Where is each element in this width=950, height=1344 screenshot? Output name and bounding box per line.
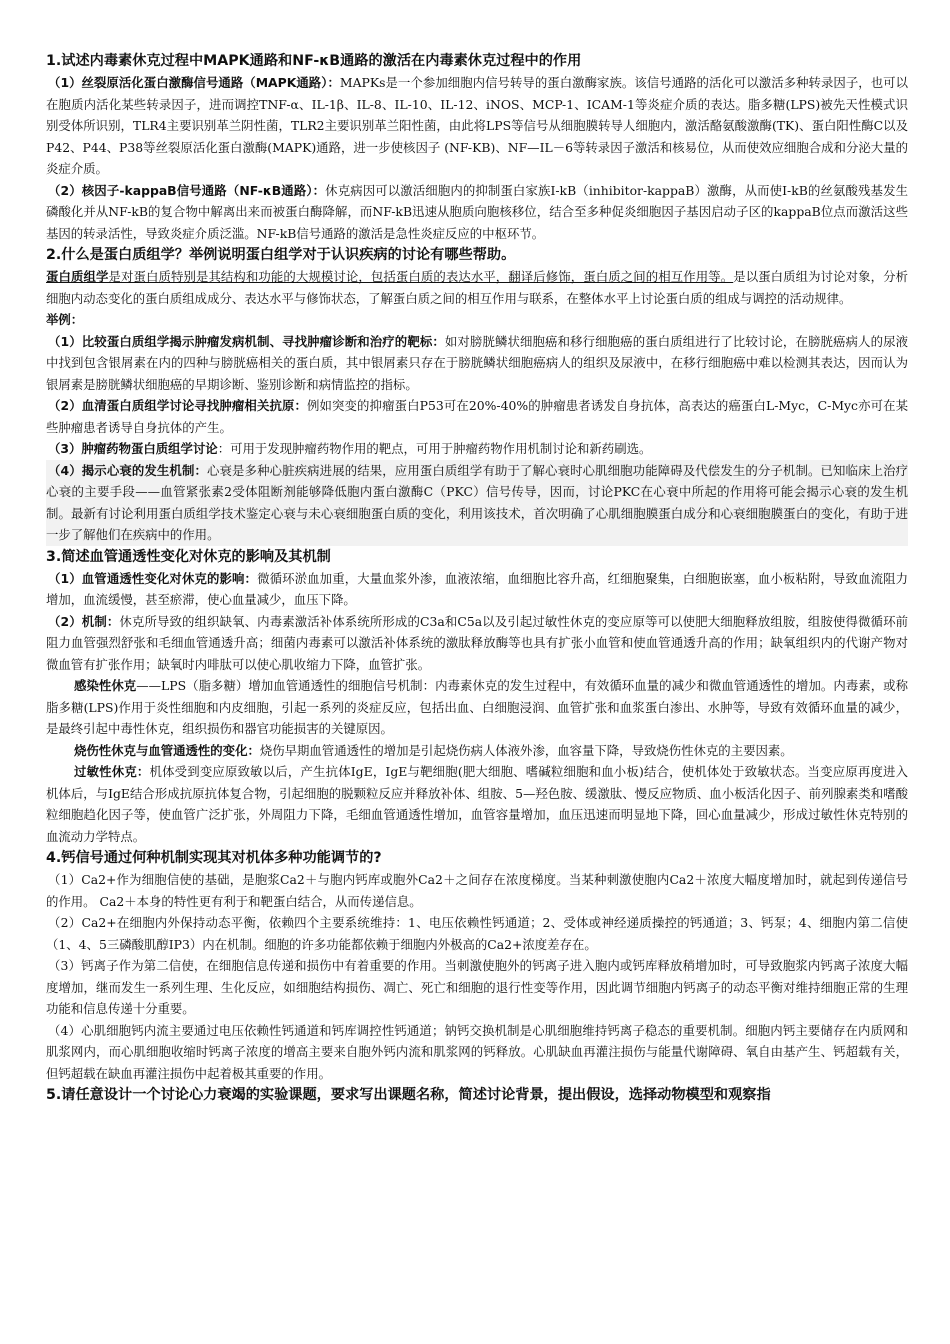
- mapk-pathway-heading: （1）丝裂原活化蛋白激酶信号通路（MAPK通路）：: [48, 75, 340, 90]
- question-1-paragraph-2: [46, 180, 908, 245]
- proteomics-term: 蛋白质组学: [46, 269, 109, 284]
- question-3-paragraph-4: [46, 740, 908, 762]
- example-3-heading: （3）肿瘤药物蛋白质组学讨论: [48, 441, 218, 456]
- example-3: [46, 438, 908, 460]
- example-2-heading: （2）血清蛋白质组学讨论寻找肿瘤相关抗原：: [48, 398, 307, 413]
- question-5-title: 5.请任意设计一个讨论心力衰竭的实验课题，要求写出课题名称，简述讨论背景，提出假设，选择动物模型和观察指: [46, 1087, 771, 1103]
- question-2-title: 2.什么是蛋白质组学？举例说明蛋白组学对于认识疾病的讨论有哪些帮助。: [46, 247, 516, 263]
- burn-shock-text: 烧伤早期血管通透性的增加是引起烧伤病人体液外渗，血容量下降，导致烧伤性休克的主要因素。: [259, 742, 793, 758]
- question-3: [46, 546, 908, 848]
- question-4-paragraph-3: （3）钙离子作为第二信使，在细胞信息传递和损伤中有着重要的作用。当刺激使胞外的钙离子进入胞内或钙库释放稍增加时，可导致胞浆内钙离子浓度大幅度增加，继而发生一系列生理、生化反应，如细胞结构损伤、凋亡、死亡和细胞的退行性变等作用，因此调节细胞内钙离子的动态平衡对维持细胞正常的生理功能和信息传递十分重要。: [46, 958, 908, 1016]
- proteomics-definition: [46, 266, 908, 309]
- anaphylactic-shock-text: 机体受到变应原致敏以后，产生抗体IgE，IgE与靶细胞(肥大细胞、嗜碱粒细胞和血小板)结合，使机体处于致敏状态。当变应原再度进入机体后，与IgE结合形成抗原抗体复合物，引起细胞的脱颗粒反应并释放补体、组胺、5—羟色胺、缓激肽、慢反应物质、血小板活化因子、前列腺素类和嗜酸粒细胞趋化因子等，使血管广泛扩张，外周阻力下降，毛细血管通透性增加，血管容量增加，血压迅速而明显地下降，回心血量减少，形成过敏性休克特别的血流动力学特点。: [46, 764, 909, 844]
- question-4-paragraph-1: （1）Ca2+作为细胞信使的基础，是胞浆Ca2＋与胞内钙库或胞外Ca2＋之间存在浓度梯度。当某种刺激使胞内Ca2＋浓度大幅度增加时，就起到传递信号的作用。 Ca2＋本身的特性更有利于和靶蛋白结合，从而传递信息。: [46, 872, 908, 909]
- proteomics-definition-underlined: 是对蛋白质特别是其结构和功能的大规模讨论，包括蛋白质的表达水平，翻译后修饰，蛋白质之间的相互作用等。: [108, 269, 734, 284]
- anaphylactic-shock-heading: 过敏性休克：: [74, 764, 150, 779]
- example-1-text: 如对膀胱鳞状细胞癌和移行细胞癌的蛋白质组进行了比较讨论，在膀胱癌病人的尿液中找到包含银屑素在内的四种与膀胱癌相关的蛋白质，其中银屑素只存在于膀胱鳞状细胞癌病人的组织及尿液中，在移行细胞癌中难以检测其表达，因而认为银屑素是膀胱鳞状细胞癌的早期诊断、鉴别诊断和病情监控的指标。: [46, 333, 909, 392]
- example-2: [46, 395, 908, 438]
- proteomics-definition-rest: 是以蛋白质组为讨论对象，分析细胞内动态变化的蛋白质组成成分、表达水平与修饰状态，了解蛋白质之间的相互作用与联系，在整体水平上讨论蛋白质的组成与调控的活动规律。: [46, 269, 909, 306]
- nfkb-pathway-heading: （2）核因子-kappaB信号通路（NF-κB通路）：: [48, 182, 326, 198]
- document-page: [46, 50, 908, 1106]
- permeability-effect-heading: （1）血管通透性变化对休克的影响：: [48, 570, 258, 586]
- example-4-heading: （4）揭示心衰的发生机制：: [48, 462, 207, 478]
- question-5: [46, 1084, 908, 1106]
- question-1-paragraph-1: [46, 72, 908, 180]
- question-3-title: 3.简述血管通透性变化对休克的影响及其机制: [46, 548, 331, 565]
- burn-shock-heading: 烧伤性休克与血管通透性的变化：: [74, 742, 260, 758]
- example-1-heading: （1）比较蛋白质组学揭示肿瘤发病机制、寻找肿瘤诊断和治疗的靶标：: [48, 333, 445, 349]
- question-3-paragraph-3: [46, 675, 908, 740]
- question-4-paragraph-4: （4）心肌细胞钙内流主要通过电压依赖性钙通道和钙库调控性钙通道；钠钙交换机制是心肌细胞维持钙离子稳态的重要机制。细胞内钙主要储存在内质网和肌浆网内，而心肌细胞收缩时钙离子浓度的增高主要来自胞外钙内流和肌浆网的钙释放。心肌缺血再灌注损伤与能量代谢障碍、氧自由基产生、钙超载有关，但钙超载在缺血再灌注损伤中起着极其重要的作用。: [46, 1022, 908, 1081]
- nfkb-pathway-text: 休克病因可以激活细胞内的抑制蛋白家族I-kB（inhibitor-kappaB）激酶，从而使I-kB的丝氨酸残基发生磷酸化并从NF-kB的复合物中解离出来而被蛋白酶降解，而NF-kB迅速从胞质向胞核移位，结合至多种促炎细胞因子基因启动子区的kappaB位点而激活这些基因的转录活性，导致炎症介质泛滥。NF-kB信号通路的激活是急性炎症反应的中枢环节。: [46, 182, 908, 241]
- question-3-paragraph-1: [46, 568, 908, 611]
- example-label: 举例：: [46, 312, 84, 327]
- permeability-effect-text: 微循环淤血加重，大量血浆外渗，血液浓缩，血细胞比容升高，红细胞聚集，白细胞嵌塞，血小板粘附，导致血流阻力增加，血流缓慢，甚至瘀滞，使心血量减少，血压下降。: [46, 570, 908, 607]
- mechanism-heading: （2）机制：: [48, 613, 120, 629]
- mechanism-text: 休克所导致的组织缺氧、内毒素激活补体系统所形成的C3a和C5a以及引起过敏性休克的变应原等可以使肥大细胞释放组胺，组胺使得微循环前阻力血管强烈舒张和毛细血管通透升高；细菌内毒素可以激活补体系统的激肽释放酶等也具有扩张小血管和使血管通透升高的作用；缺氧组织内的代谢产物对微血管有扩张作用；缺氧时内啡肽可以使心肌收缩力下降，血管扩张。: [46, 613, 908, 672]
- example-4-text: 心衰是多种心脏疾病进展的结果，应用蛋白质组学有助于了解心衰时心肌细胞功能障碍及代偿发生的分子机制。已知临床上治疗心衰的主要手段——血管紧张素2受体阻断剂能够降低胞内蛋白激酶C（PKC）信号传导，因而，讨论PKC在心衰中所起的作用将可能会揭示心衰的发生机制。最新有讨论利用蛋白质组学技术鉴定心衰与未心衰细胞蛋白质的变化，利用该技术，首次明确了心肌细胞膜蛋白成分和心衰细胞膜蛋白的变化，有助于进一步了解他们在疾病中的作用。: [46, 462, 909, 542]
- example-1: [46, 331, 908, 396]
- example-4: [46, 460, 908, 546]
- mapk-pathway-text: MAPKs是一个参加细胞内信号转导的蛋白激酶家族。该信号通路的活化可以激活多种转录因子，也可以在胞质内活化某些转录因子，进而调控TNF-α、IL-1β、IL-8、IL-10、IL-12、iNOS、MCP-1、ICAM-1等炎症介质的表达。脂多糖(LPS)被先天性模式识别受体所识别，TLR4主要识别革兰阴性菌，TLR2主要识别革兰阳性菌，由此将LPS等信号从细胞膜转导人细胞内，激活酪氨酸激酶(TK)、蛋白阳性酶C以及P42、P44、P38等丝裂原活化蛋白激酶(MAPK)通路，进一步使核因子 (NF-KB)、NF—IL－6等转录因子激活和核易位，从而使效应细胞合成和分泌大量的炎症介质。: [46, 75, 908, 176]
- question-2: [46, 244, 908, 546]
- question-3-paragraph-2: [46, 611, 908, 676]
- question-3-paragraph-5: [46, 761, 908, 847]
- question-1: [46, 50, 908, 244]
- example-3-text: ：可用于发现肿瘤药物作用的靶点，可用于肿瘤药物作用机制讨论和新药刷选。: [217, 441, 652, 456]
- example-2-text: 例如突变的抑瘤蛋白P53可在20%-40%的肿瘤患者诱发自身抗体，高表达的癌蛋白L-Myc，C-Myc亦可在某些肿瘤患者诱导自身抗体的产生。: [46, 398, 908, 435]
- question-4-paragraph-2: （2）Ca2+在细胞内外保持动态平衡，依赖四个主要系统维持：1、电压依赖性钙通道；2、受体或神经递质操控的钙通道；3、钙泵；4、细胞内第二信使（1、4、5三磷酸肌醇IP3）内在机制。细胞的许多功能都依赖于细胞内外极高的Ca2+浓度差存在。: [46, 915, 908, 952]
- septic-shock-heading: 感染性休克: [74, 678, 137, 693]
- question-4: [46, 847, 908, 1084]
- septic-shock-text: ——LPS（脂多糖）增加血管通透性的细胞信号机制：内毒素休克的发生过程中，有效循环血量的减少和微血管通透性的增加。内毒素，或称脂多糖(LPS)作用于炎性细胞和内皮细胞，引起一系列的炎症反应，包括出血、白细胞浸润、血管扩张和血浆蛋白渗出、水肿等，导致有效循环血量的减少，是最终引起中毒性休克，组织损伤和器官功能损害的关键原因。: [46, 678, 909, 736]
- question-4-title: 4.钙信号通过何种机制实现其对机体多种功能调节的?: [46, 850, 382, 866]
- question-1-title: 1.试述内毒素休克过程中MAPK通路和NF-κB通路的激活在内毒素休克过程中的作用: [46, 53, 582, 69]
